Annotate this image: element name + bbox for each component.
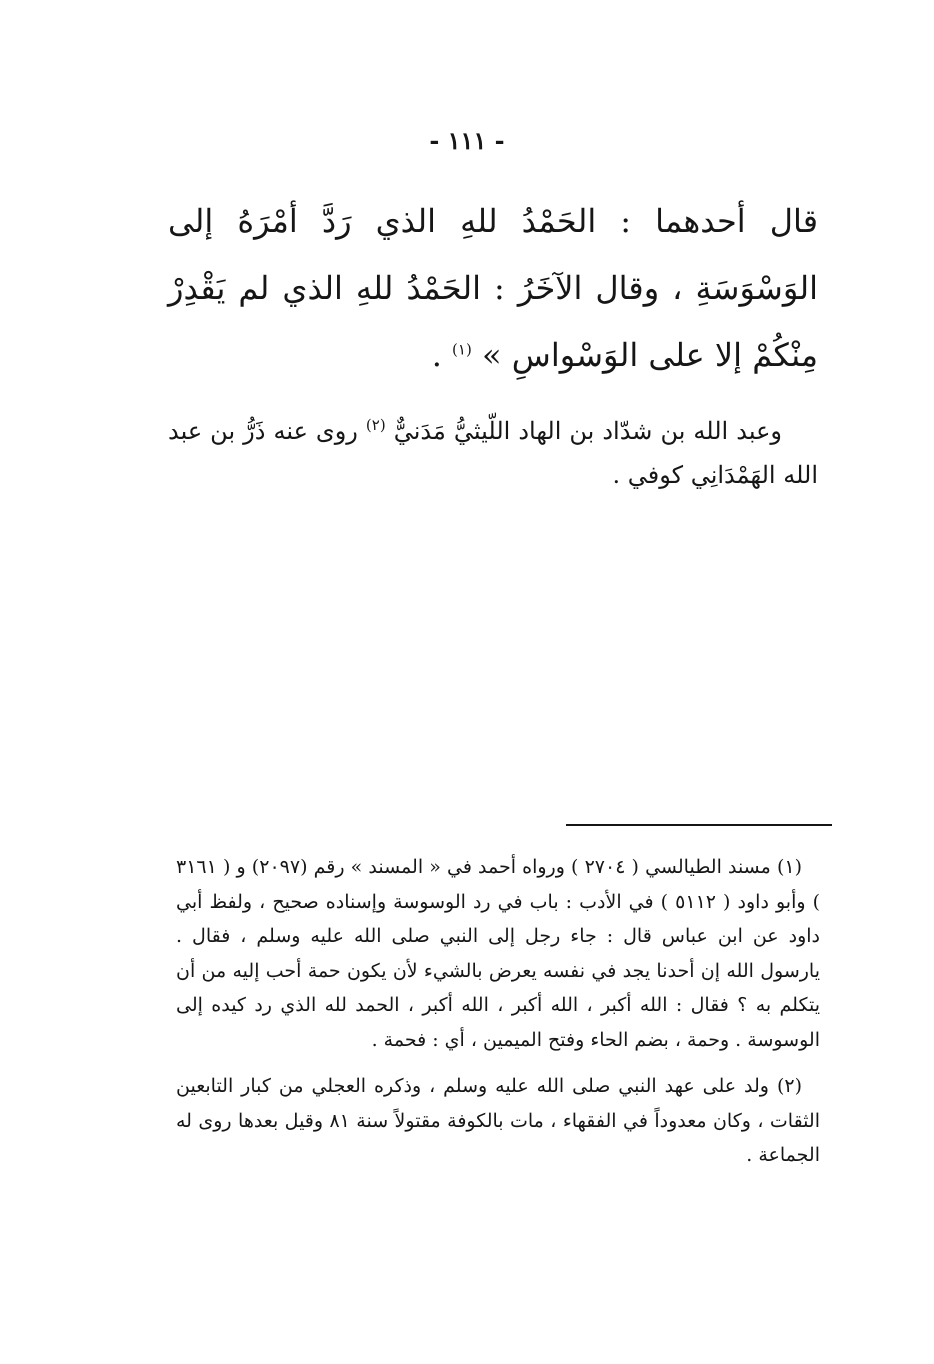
footnote-2 (176, 1069, 820, 1173)
footnote-text: ولد على عهد النبي صلى الله عليه وسلم ، وذكره العجلي من كبار التابعين الثقات ، وكان معدوداً في الفقهاء ، مات بالكوفة مقتولاً سنة ٨١ وقيل بعدها روى له الجماعة . (176, 1075, 820, 1166)
bio-text-end: روى عنه ذَرُّ بن عبد الله الهَمْدَانِي كوفي . (168, 417, 818, 489)
footnote-ref-2[interactable]: (٢) (365, 416, 386, 434)
hadith-end: . (431, 336, 453, 374)
main-text (168, 188, 818, 497)
hadith-paragraph (168, 188, 818, 389)
bio-text-start: وعبد الله بن شدّاد بن الهاد اللّيثيُّ مَدَنيٌّ (393, 417, 782, 445)
footnotes-section (176, 850, 820, 1173)
footnote-separator (566, 824, 832, 826)
footnote-number: (٢) (776, 1075, 802, 1097)
footnote-1 (176, 850, 820, 1057)
footnote-text: مسند الطيالسي ( ٢٧٠٤ ) ورواه أحمد في « المسند » رقم (٢٠٩٧) و ( ٣١٦١ ) وأبو داود ( ٥١١٢ ) في الأدب : باب في رد الوسوسة وإسناده صحيح ، ولفظ أبي داود عن ابن عباس قال : جاء رجل إلى النبي صلى الله عليه وسلم ، فقال . يارسول الله إن أحدنا يجد في نفسه يعرض بالشيء لأن يكون حمة أحب إليه من أن يتكلم به ؟ فقال : الله أكبر ، الله أكبر ، الله أكبر ، الحمد لله الذي رد كيده إلى الوسوسة . وحمة ، بضم الحاء وفتح الميمين ، أي : فحمة . (176, 856, 821, 1051)
hadith-text: قال أحدهما : الحَمْدُ للهِ الذي رَدَّ أمْرَهُ إلى الوَسْوَسَةِ ، وقال الآخَرُ : الحَمْدُ للهِ الذي لم يَقْدِرْ مِنْكُمْ إلا على الوَسْواسِ » (168, 202, 818, 374)
footnote-ref-1[interactable]: (١) (452, 340, 472, 359)
narrator-bio-paragraph (168, 409, 818, 497)
page-number: - ١١١ - (429, 126, 505, 155)
footnote-number: (١) (776, 856, 803, 878)
